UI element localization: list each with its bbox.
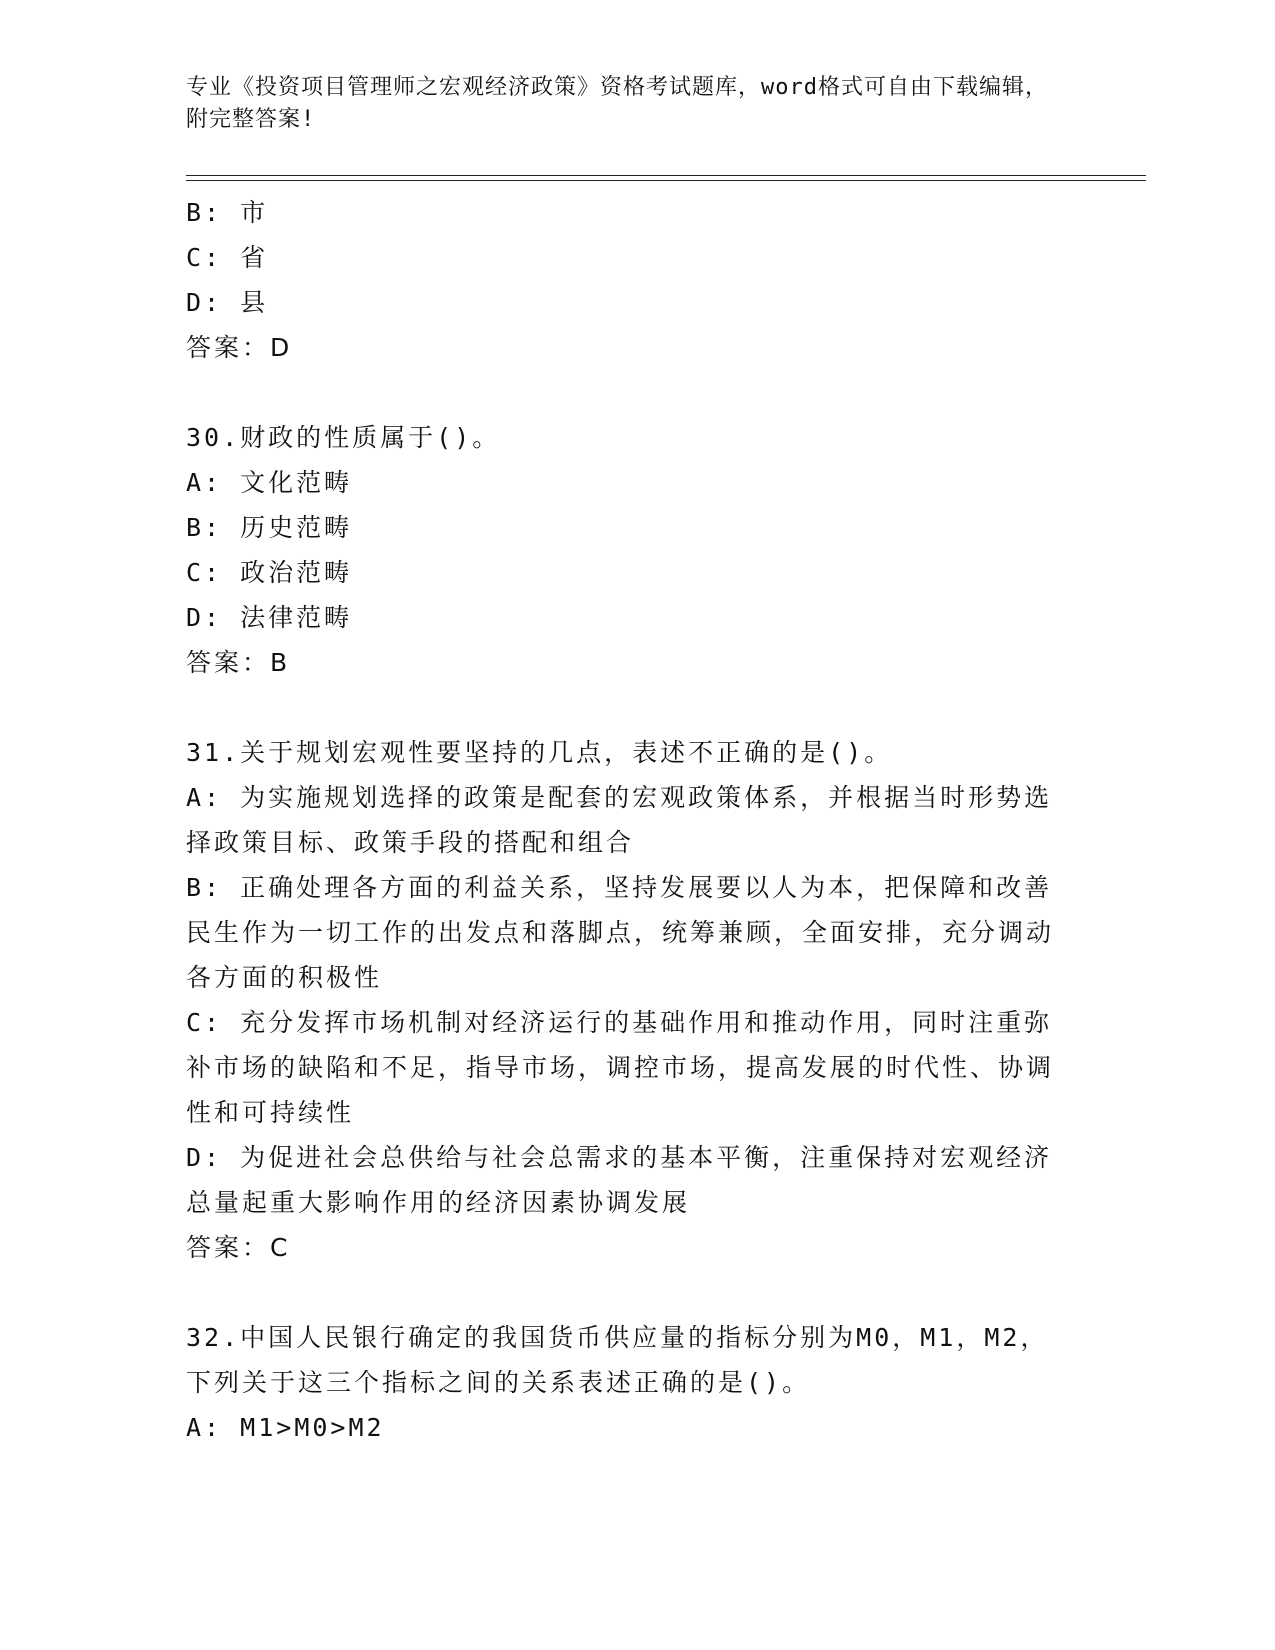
option-key: B: [186, 513, 223, 542]
option-b [186, 865, 1076, 1000]
option-text: 市 [240, 198, 269, 227]
question-31 [186, 730, 1076, 1270]
option-key: C: [186, 558, 223, 587]
question-stem: 30.财政的性质属于()。 [186, 423, 501, 452]
question-stem: 32.中国人民银行确定的我国货币供应量的指标分别为M0，M1，M2，下列关于这三个指标之间的关系表述正确的是()。 [186, 1323, 1049, 1397]
option-text: 充分发挥市场机制对经济运行的基础作用和推动作用，同时注重弥补市场的缺陷和不足，指导市场，调控市场，提高发展的时代性、协调性和可持续性 [186, 1008, 1055, 1127]
document-header: 专业《投资项目管理师之宏观经济政策》资格考试题库，word格式可自由下载编辑，附完整答案! [186, 75, 1048, 132]
spacer [186, 685, 1076, 730]
option-key: A: [186, 1413, 223, 1442]
header-rule-bottom [186, 180, 1146, 181]
option-key: D: [186, 1143, 223, 1172]
option-c [186, 1000, 1076, 1135]
option-c [186, 235, 1076, 280]
option-text: 文化范畴 [240, 468, 353, 497]
option-key: D: [186, 603, 223, 632]
option-text: 为促进社会总供给与社会总需求的基本平衡，注重保持对宏观经济总量起重大影响作用的经济因素协调发展 [186, 1143, 1053, 1217]
option-a [186, 1405, 1076, 1450]
question-prev [186, 190, 1076, 370]
option-text: 为实施规划选择的政策是配套的宏观政策体系，并根据当时形势选择政策目标、政策手段的搭配和组合 [186, 783, 1053, 857]
option-text: M1>M0>M2 [240, 1413, 385, 1442]
option-c [186, 550, 1076, 595]
header-rule-top [186, 175, 1146, 176]
option-text: 县 [240, 288, 269, 317]
option-key: D: [186, 288, 223, 317]
option-a [186, 775, 1076, 865]
answer-line: 答案：B [186, 648, 291, 677]
option-a [186, 460, 1076, 505]
option-key: B: [186, 198, 223, 227]
option-key: A: [186, 783, 223, 812]
option-key: B: [186, 873, 223, 902]
option-key: A: [186, 468, 223, 497]
answer-line: 答案：C [186, 1233, 291, 1262]
option-text: 政治范畴 [240, 558, 353, 587]
option-key: C: [186, 1008, 223, 1037]
option-key: C: [186, 243, 223, 272]
answer-line: 答案：D [186, 333, 293, 362]
spacer [186, 1270, 1076, 1315]
option-text: 省 [240, 243, 269, 272]
option-text: 历史范畴 [240, 513, 353, 542]
option-d [186, 1135, 1076, 1225]
question-stem: 31.关于规划宏观性要坚持的几点，表述不正确的是()。 [186, 738, 893, 767]
option-b [186, 190, 1076, 235]
question-30 [186, 415, 1076, 685]
option-text: 正确处理各方面的利益关系，坚持发展要以人为本，把保障和改善民生作为一切工作的出发点和落脚点，统筹兼顾，全面安排，充分调动各方面的积极性 [186, 873, 1055, 992]
question-32 [186, 1315, 1076, 1450]
option-b [186, 505, 1076, 550]
spacer [186, 370, 1076, 415]
option-text: 法律范畴 [240, 603, 353, 632]
question-content [186, 190, 1076, 1450]
option-d [186, 595, 1076, 640]
option-d [186, 280, 1076, 325]
